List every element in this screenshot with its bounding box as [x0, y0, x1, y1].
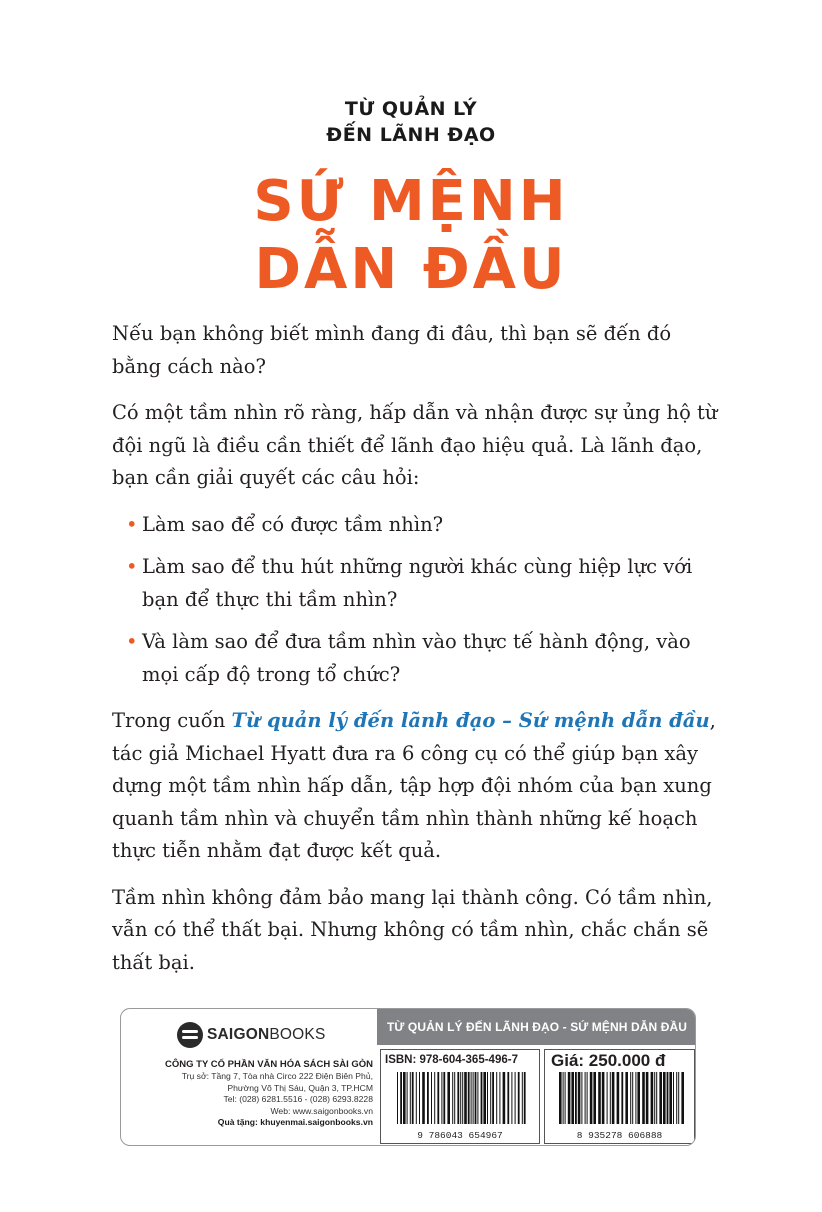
barcode-bar: [524, 1072, 526, 1124]
book-title-strip: TỪ QUẢN LÝ ĐẾN LÃNH ĐẠO - SỨ MỆNH DẪN ĐẦU: [377, 1009, 696, 1045]
barcode-bar: [412, 1072, 414, 1124]
list-item: • Làm sao để thu hút những người khác cùng hiệp lực với bạn để thực thi tầm nhìn?: [142, 551, 722, 616]
barcode-bar: [447, 1072, 450, 1124]
paragraph-3-prefix: Trong cuốn: [112, 709, 232, 732]
barcode-bar: [422, 1072, 425, 1124]
barcode-bar: [559, 1072, 562, 1124]
publisher-details: [165, 1058, 373, 1129]
barcode-bar: [571, 1072, 574, 1124]
barcode-bar: [441, 1072, 442, 1124]
barcode-bar: [487, 1072, 488, 1124]
barcode-bar: [621, 1072, 623, 1124]
barcode-bar: [468, 1072, 470, 1124]
paragraph-1: Nếu bạn không biết mình đang đi đâu, thì bạn sẽ đến đó bằng cách nào?: [112, 322, 672, 378]
barcode-bar: [410, 1072, 411, 1124]
barcode-bar: [416, 1072, 417, 1124]
paragraph-3: [112, 705, 722, 868]
barcode-bar: [610, 1072, 611, 1124]
logo-text-bold: SAIGON: [207, 1026, 270, 1043]
barcode-bar: [397, 1072, 398, 1124]
title-line-2: DẪN ĐẦU: [254, 237, 568, 302]
barcode-bar: [492, 1072, 494, 1124]
barcode-bar: [503, 1072, 506, 1124]
barcode-bar: [454, 1072, 455, 1124]
barcode-bar: [578, 1072, 581, 1124]
barcode-bar: [507, 1072, 509, 1124]
barcode-bar: [673, 1072, 674, 1124]
barcode-bar: [400, 1072, 402, 1124]
barcode-bar: [654, 1072, 655, 1124]
barcode-bar: [427, 1072, 429, 1124]
barcode-bar: [612, 1072, 615, 1124]
isbn-barcode: [395, 1072, 529, 1124]
barcode-bar: [646, 1072, 649, 1124]
barcode-bar: [499, 1072, 500, 1124]
barcode-bar: [667, 1072, 669, 1124]
barcode-bar: [563, 1072, 564, 1124]
price-panel: [544, 1049, 695, 1144]
isbn-panel: [380, 1049, 540, 1144]
barcode-bar: [575, 1072, 577, 1124]
question-list: [112, 509, 722, 692]
barcode-bar: [678, 1072, 679, 1124]
barcode-bar: [568, 1072, 571, 1124]
publisher-gift: Quà tặng: khuyenmai.saigonbooks.vn: [217, 1117, 373, 1127]
book-title-reference: Từ quản lý đến lãnh đạo – Sứ mệnh dẫn đầu: [231, 709, 710, 732]
barcode-bar: [464, 1072, 467, 1124]
blurb: [112, 318, 722, 993]
price-barcode: [557, 1072, 685, 1124]
barcode-bar: [642, 1072, 645, 1124]
barcode-bar: [681, 1072, 684, 1124]
barcode-bar: [632, 1072, 633, 1124]
barcode-bar: [593, 1072, 596, 1124]
publisher-web: Web: www.saigonbooks.vn: [270, 1105, 373, 1116]
barcode-bar: [443, 1072, 445, 1124]
paragraph-3-suffix: , tác giả Michael Hyatt đưa ra 6 công cụ có thể giúp bạn xây dựng một tầm nhìn hấp dẫn, tập hợp đội nhóm của bạn xung quanh tầm nhìn và chuyển tầm nhìn thành những kế hoạch thực tiễn nhằm đạt được kết quả.: [112, 709, 716, 862]
publisher-logo: [177, 1022, 326, 1048]
publisher-phone: Tel: (028) 6281.5516 - (028) 6293.8228: [223, 1094, 373, 1104]
barcode-bar: [522, 1072, 523, 1124]
barcode-bar: [565, 1072, 566, 1124]
publisher-panel: [121, 1009, 377, 1146]
barcode-bar: [496, 1072, 497, 1124]
barcode-bar: [637, 1072, 640, 1124]
barcode-bar: [434, 1072, 435, 1124]
kicker: [0, 96, 822, 148]
barcode-bar: [403, 1072, 406, 1124]
barcode-bar: [630, 1072, 631, 1124]
barcode-bar: [581, 1072, 582, 1124]
barcode-bar: [407, 1072, 408, 1124]
barcode-bar: [452, 1072, 453, 1124]
logo-text-rest: BOOKS: [269, 1026, 326, 1043]
barcode-bar: [656, 1072, 657, 1124]
paragraph-4: Tầm nhìn không đảm bảo mang lại thành công. Có tầm nhìn, vẫn có thể thất bại. Nhưng không có tầm nhìn, chắc chắn sẽ thất bại.: [112, 885, 713, 974]
barcode-bar: [419, 1072, 420, 1124]
barcode-bar: [598, 1072, 601, 1124]
barcode-bar: [473, 1072, 474, 1124]
publisher-info-box: [120, 1008, 696, 1146]
barcode-bar: [585, 1072, 586, 1124]
barcode-bar: [475, 1072, 477, 1124]
publisher-company: CÔNG TY CỔ PHẦN VĂN HÓA SÁCH SÀI GÒN: [165, 1059, 373, 1070]
barcode-bar: [651, 1072, 654, 1124]
barcode-bar: [477, 1072, 478, 1124]
barcode-bar: [669, 1072, 672, 1124]
book-logo-icon: [177, 1022, 203, 1048]
barcode-bar: [511, 1072, 512, 1124]
barcode-bar: [607, 1072, 608, 1124]
publisher-address-1: Trụ sở: Tầng 7, Tòa nhà Circo 222 Điện Biên Phủ,: [181, 1071, 373, 1081]
barcode-bar: [587, 1072, 588, 1124]
list-item: • Và làm sao để đưa tầm nhìn vào thực tế hành động, vào mọi cấp độ trong tổ chức?: [142, 626, 722, 691]
barcode-bar: [460, 1072, 461, 1124]
price-label: Giá: 250.000 đ: [551, 1051, 666, 1070]
price-barcode-number: 8 935278 606888: [576, 1130, 663, 1141]
barcode-bar: [471, 1072, 472, 1124]
barcode-bar: [515, 1072, 516, 1124]
title-line-1: SỨ MỆNH: [253, 169, 569, 234]
barcode-bar: [602, 1072, 605, 1124]
barcode-bar: [437, 1072, 439, 1124]
kicker-line-1: TỪ QUẢN LÝ: [344, 98, 478, 120]
isbn-label: ISBN: 978-604-365-496-7: [385, 1054, 518, 1066]
isbn-barcode-number: 9 786043 654967: [417, 1130, 503, 1141]
barcode-bar: [625, 1072, 628, 1124]
barcode-bar: [617, 1072, 620, 1124]
barcode-bar: [490, 1072, 491, 1124]
book-title: [0, 168, 822, 304]
logo-text: [207, 1026, 326, 1044]
barcode-bar: [635, 1072, 636, 1124]
barcode-bar: [483, 1072, 486, 1124]
barcode-bar: [590, 1072, 593, 1124]
kicker-line-2: ĐẾN LÃNH ĐẠO: [326, 124, 496, 146]
barcode-bar: [676, 1072, 677, 1124]
barcode-bar: [481, 1072, 483, 1124]
barcode-bar: [462, 1072, 463, 1124]
barcode-bar: [659, 1072, 662, 1124]
paragraph-2: Có một tầm nhìn rõ ràng, hấp dẫn và nhận được sự ủng hộ từ đội ngũ là điều cần thiết để lãnh đạo hiệu quả. Là lãnh đạo, bạn cần giải quyết các câu hỏi:: [112, 401, 718, 489]
publisher-address-2: Phường Võ Thị Sáu, Quận 3, TP.HCM: [227, 1082, 373, 1093]
list-item: • Làm sao để có được tầm nhìn?: [142, 509, 722, 542]
barcode-bar: [431, 1072, 432, 1124]
barcode-bar: [457, 1072, 459, 1124]
barcode-bar: [663, 1072, 666, 1124]
barcode-bar: [518, 1072, 520, 1124]
